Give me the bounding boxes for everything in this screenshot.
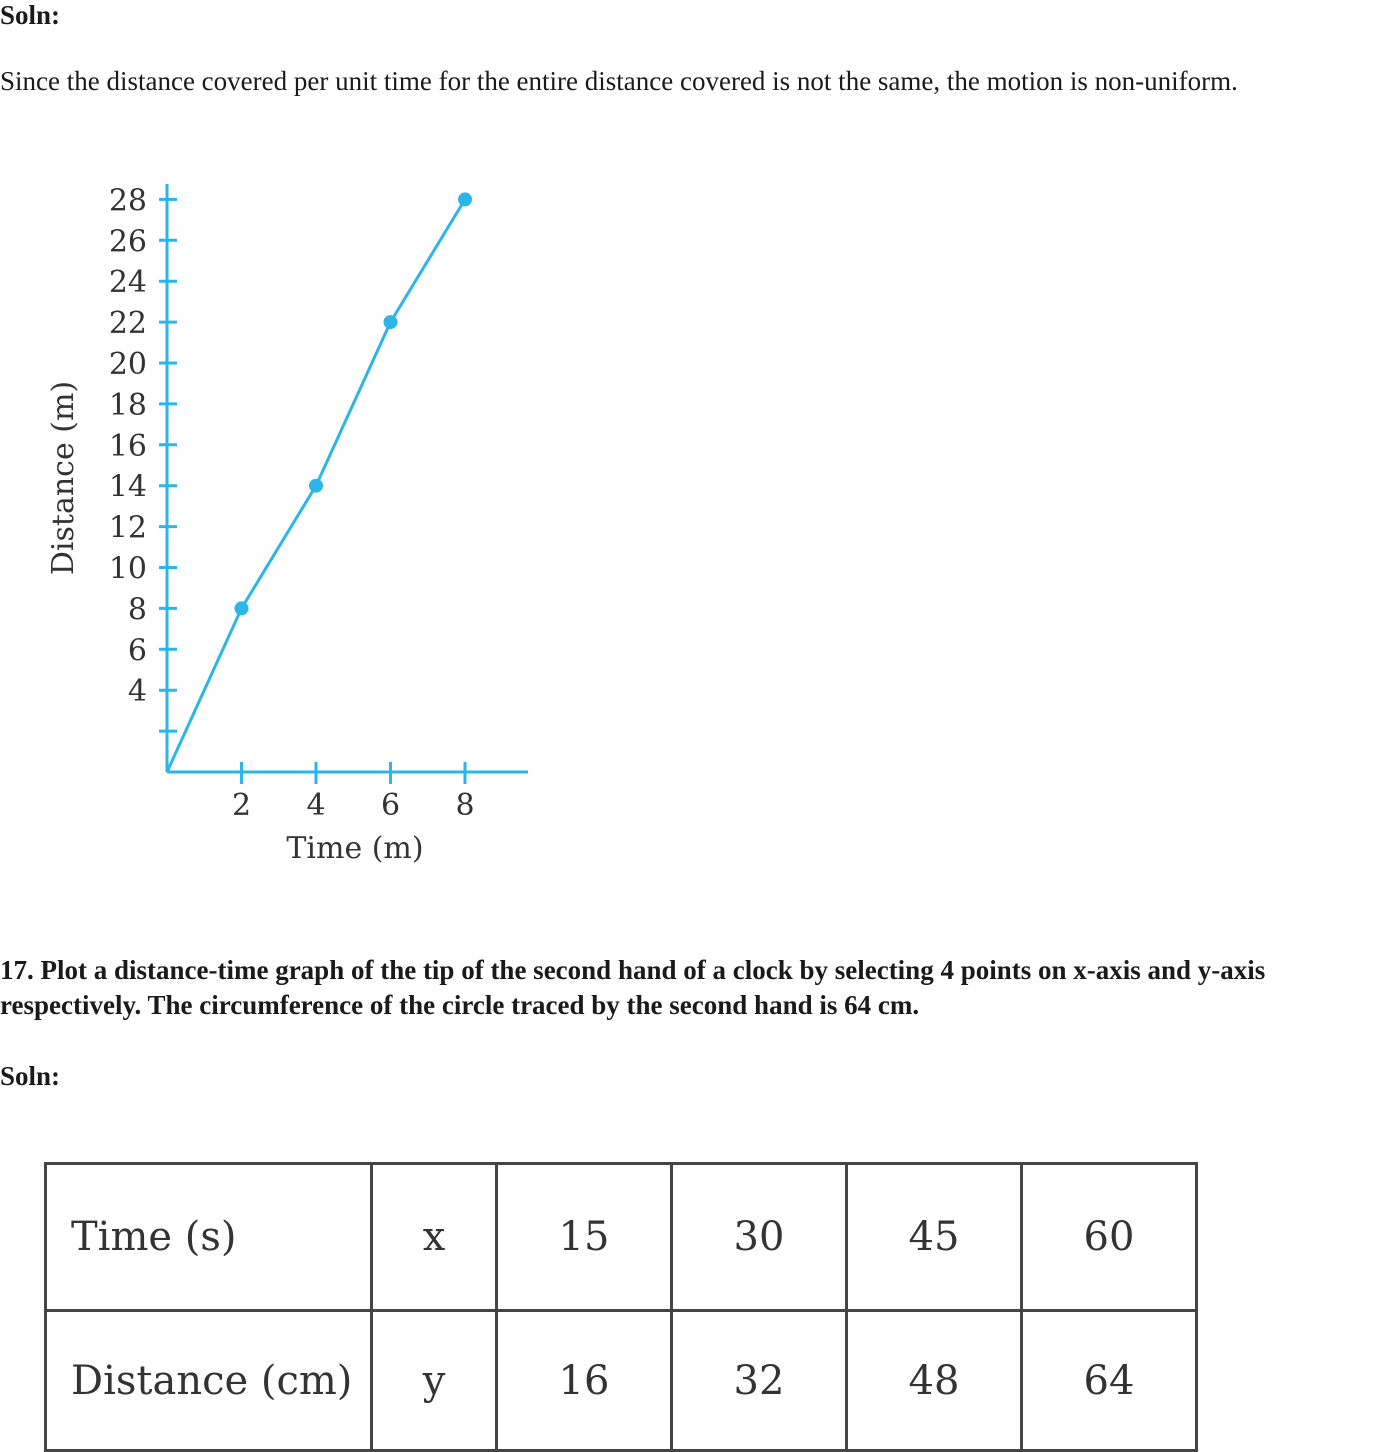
y-tick-label: 24: [108, 265, 147, 301]
table-cell-value: 16: [497, 1311, 672, 1451]
y-axis-label: Distance (m): [46, 380, 81, 576]
y-tick-label: 6: [127, 633, 147, 669]
time-distance-table: [44, 1162, 1198, 1452]
y-tick-label: 4: [127, 674, 147, 710]
y-tick-label: 14: [108, 469, 147, 505]
x-tick-label: 8: [455, 788, 475, 823]
soln-heading-2: Soln:: [0, 1061, 61, 1091]
y-tick-label: 26: [108, 224, 147, 260]
table-cell-variable: y: [372, 1311, 497, 1451]
y-tick-label: 28: [108, 183, 147, 219]
y-tick-label: 10: [108, 551, 147, 587]
y-tick-label: 22: [108, 306, 147, 342]
table-cell-variable: x: [372, 1164, 497, 1311]
x-tick-label: 2: [231, 788, 252, 823]
y-tick-label: 18: [108, 387, 147, 423]
x-tick-label: 4: [306, 788, 326, 823]
table-row-distance: [46, 1311, 1197, 1451]
distance-time-chart: [0, 160, 560, 880]
table-cell-label: Distance (cm): [46, 1311, 372, 1451]
y-tick-label: 16: [108, 428, 147, 464]
table-row-time: [46, 1164, 1197, 1311]
table-cell-value: 15: [497, 1164, 672, 1311]
y-tick-label: 20: [108, 347, 147, 382]
explanation-paragraph: Since the distance covered per unit time for the entire distance covered is not the same, the motion is non-uniform.: [0, 66, 1238, 96]
table-cell-value: 48: [847, 1311, 1022, 1451]
x-tick-label: 6: [380, 788, 401, 823]
soln-heading-1: Soln:: [0, 0, 61, 30]
data-point: [309, 479, 323, 493]
table-cell-value: 45: [847, 1164, 1022, 1311]
x-axis-label: Time (m): [286, 831, 424, 866]
chart-svg: [0, 160, 560, 880]
data-point: [384, 315, 398, 329]
table-cell-value: 64: [1022, 1311, 1197, 1451]
y-tick-label: 8: [127, 592, 147, 628]
data-point: [235, 601, 249, 615]
y-tick-label: 12: [108, 510, 147, 546]
data-point: [458, 192, 472, 206]
table-cell-value: 60: [1022, 1164, 1197, 1311]
table-cell-label: Time (s): [46, 1164, 372, 1311]
question-17: 17. Plot a distance-time graph of the tip of the second hand of a clock by selecting 4 points on x-axis and y-axis respectively. The circumference of the circle traced by the second hand is 64 cm.: [0, 955, 1266, 1020]
table-cell-value: 30: [672, 1164, 847, 1311]
table-cell-value: 32: [672, 1311, 847, 1451]
